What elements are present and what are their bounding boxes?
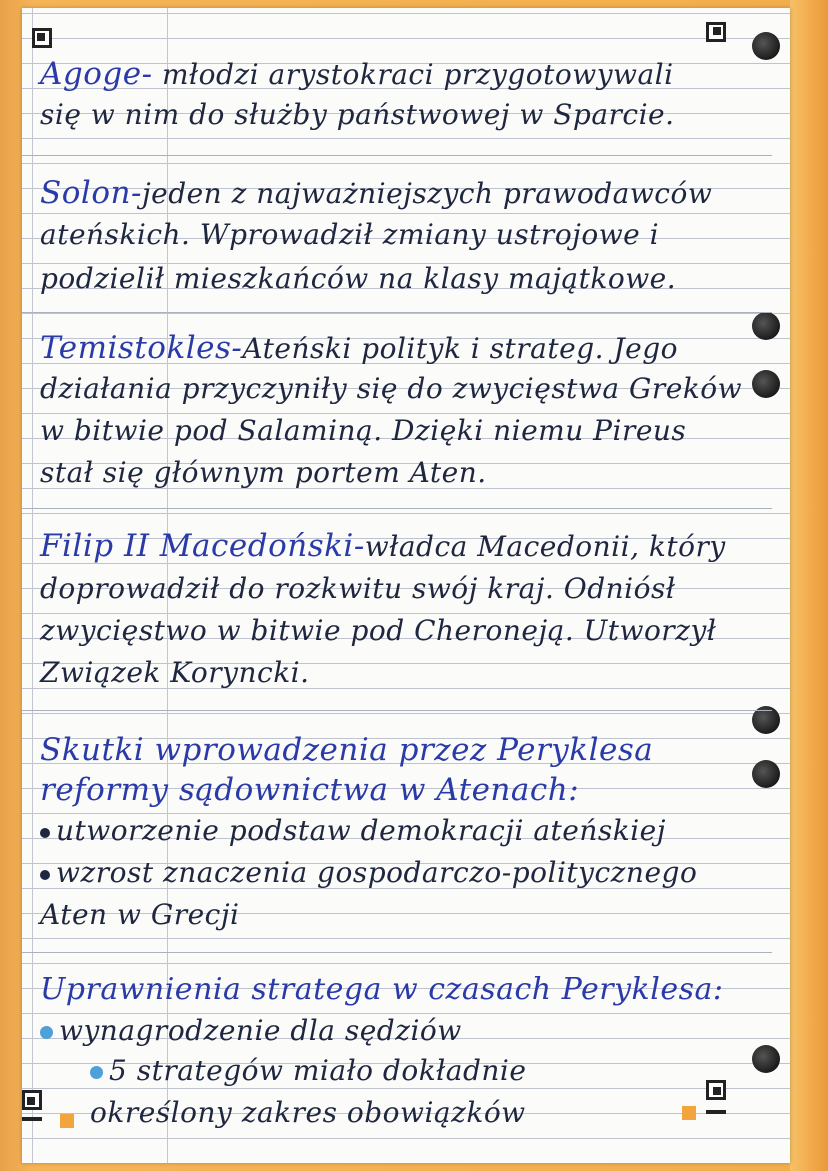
uprawnienia-bullet-cont: określony zakres obowiązków bbox=[90, 1096, 526, 1129]
bullet-dot-icon bbox=[40, 1026, 53, 1039]
uprawnienia-heading: Uprawnienia stratega w czasach Peryklesa: bbox=[40, 972, 724, 1007]
entry-line: stał się głównym portem Aten. bbox=[40, 456, 487, 489]
corner-marker-icon bbox=[32, 28, 52, 48]
margin-line-left bbox=[32, 8, 33, 1163]
section-divider bbox=[22, 952, 772, 953]
entry-term: Solon bbox=[40, 175, 131, 211]
bullet-dot-icon bbox=[90, 1066, 103, 1079]
punch-hole bbox=[752, 760, 780, 788]
orange-square-mark bbox=[60, 1114, 74, 1128]
uprawnienia-bullet: 5 strategów miało dokładnie bbox=[90, 1054, 526, 1087]
section-divider bbox=[22, 155, 772, 156]
entry-term: Temistokles bbox=[40, 330, 232, 366]
skutki-bullet: wzrost znaczenia gospodarczo-politycznego bbox=[40, 856, 697, 889]
entry-line: działania przyczyniły się do zwycięstwa Greków bbox=[40, 372, 743, 405]
entry-text: Ateński polityk i strateg. Jego bbox=[242, 332, 678, 365]
corner-marker-icon bbox=[706, 22, 726, 42]
entry-line: zwycięstwo w bitwie pod Cheroneją. Utworzył bbox=[40, 614, 717, 647]
bullet-dot-icon bbox=[40, 870, 50, 880]
orange-square-mark bbox=[682, 1106, 696, 1120]
entry-text: jeden z najważniejszych prawodawców bbox=[141, 177, 713, 210]
entry-line: Temistokles-Ateński polityk i strateg. Jego bbox=[40, 330, 678, 366]
bullet-dot-icon bbox=[40, 828, 50, 838]
corner-dash bbox=[706, 1110, 726, 1114]
entry-text: młodzi arystokraci przygotowywali bbox=[161, 58, 674, 91]
punch-hole bbox=[752, 32, 780, 60]
entry-term: Filip II Macedoński bbox=[40, 528, 354, 564]
entry-line: Agoge- młodzi arystokraci przygotowywali bbox=[40, 56, 674, 92]
skutki-bullet-cont: Aten w Grecji bbox=[40, 898, 240, 931]
skutki-heading-cont: reformy sądownictwa w Atenach: bbox=[40, 772, 580, 808]
punch-hole bbox=[752, 370, 780, 398]
section-divider bbox=[22, 710, 772, 711]
entry-line: się w nim do służby państwowej w Sparcie. bbox=[40, 98, 675, 131]
punch-hole bbox=[752, 312, 780, 340]
entry-line: Związek Koryncki. bbox=[40, 656, 310, 689]
uprawnienia-bullet: wynagrodzenie dla sędziów bbox=[40, 1014, 462, 1047]
skutki-heading: Skutki wprowadzenia przez Peryklesa bbox=[40, 732, 654, 768]
punch-hole bbox=[752, 1045, 780, 1073]
entry-term: Agoge bbox=[40, 56, 142, 92]
entry-line: doprowadził do rozkwitu swój kraj. Odniósł bbox=[40, 572, 676, 605]
entry-text: władca Macedonii, który bbox=[364, 530, 726, 563]
entry-line: podzielił mieszkańców na klasy majątkowe. bbox=[40, 262, 677, 295]
corner-marker-icon bbox=[706, 1080, 726, 1100]
entry-line: ateńskich. Wprowadził zmiany ustrojowe i bbox=[40, 218, 660, 251]
skutki-bullet: utworzenie podstaw demokracji ateńskiej bbox=[40, 814, 666, 847]
entry-line: w bitwie pod Salaminą. Dzięki niemu Pireus bbox=[40, 414, 687, 447]
corner-marker-icon bbox=[22, 1090, 42, 1110]
entry-line: Filip II Macedoński-władca Macedonii, który bbox=[40, 528, 726, 564]
entry-line: Solon-jeden z najważniejszych prawodawców bbox=[40, 175, 713, 211]
binder-edge bbox=[790, 0, 828, 1171]
section-divider bbox=[22, 508, 772, 509]
section-divider bbox=[22, 312, 772, 313]
corner-dash bbox=[22, 1117, 42, 1121]
